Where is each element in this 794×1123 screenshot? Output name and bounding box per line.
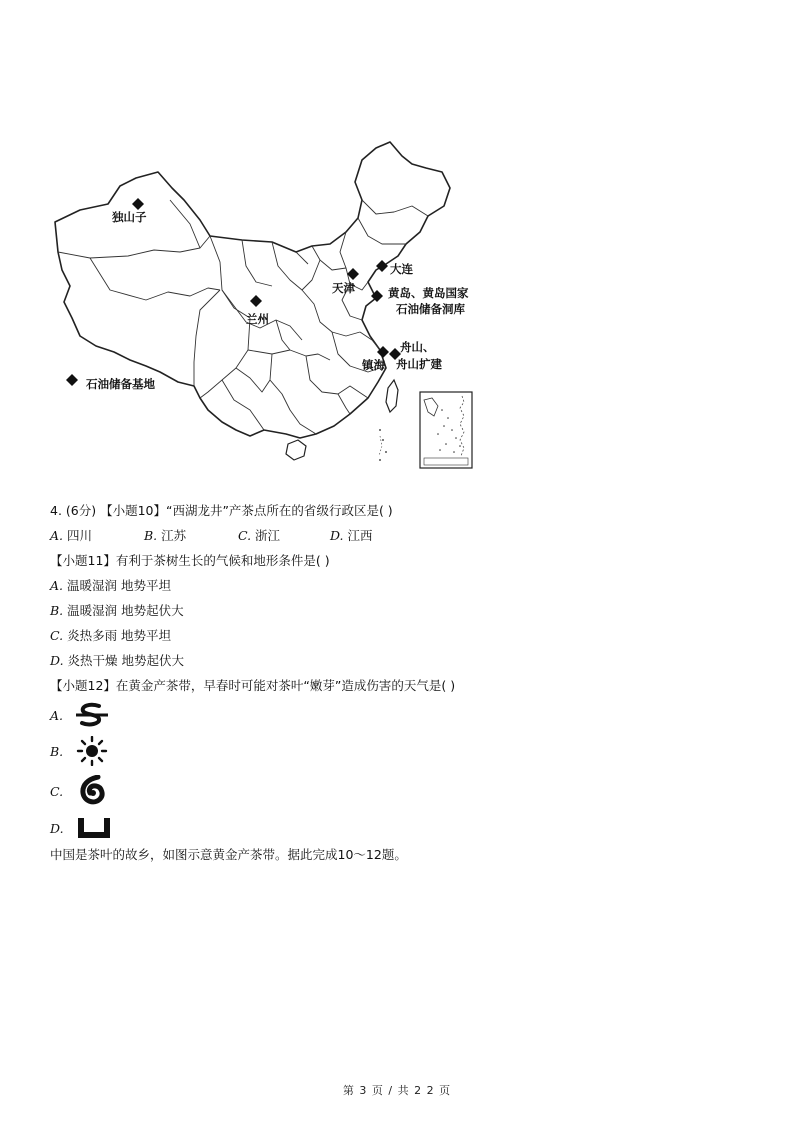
china-oil-reserve-map [50, 140, 490, 470]
label-zhoushan-1: 舟山、 [400, 340, 435, 354]
label-huangdao-1: 黄岛、黄岛国家 [388, 286, 469, 300]
q12-option-d[interactable]: D. [50, 815, 114, 841]
label-lanzhou: 兰州 [246, 312, 269, 326]
hainan-island [286, 440, 306, 460]
q11-header: 【小题11】有利于茶树生长的气候和地形条件是( ) [50, 553, 330, 568]
marker-lanzhou [250, 295, 262, 307]
sunny-icon [74, 736, 110, 766]
marker-dushanzi [132, 198, 144, 210]
label-tianjin: 天津 [332, 281, 355, 295]
legend-label: 石油储备基地 [86, 377, 155, 391]
typhoon-icon [74, 775, 110, 807]
intro-text: 中国是茶叶的故乡，如图示意黄金产茶带。据此完成10～12题。 [50, 847, 407, 862]
marker-dalian [376, 260, 388, 272]
legend-marker [66, 374, 78, 386]
q12-option-b[interactable]: B. [50, 738, 110, 764]
q4-options [50, 528, 373, 544]
label-dushanzi: 独山子 [112, 210, 147, 224]
cold-wave-icon [74, 816, 114, 840]
sandstorm-icon [74, 702, 110, 728]
q4-option-c[interactable]: C. 浙江 [237, 528, 281, 543]
q12-option-a[interactable]: A. [50, 702, 110, 728]
q11-option-b[interactable]: B. 温暖湿润 地势起伏大 [50, 603, 184, 618]
label-huangdao-2: 石油储备洞库 [396, 302, 465, 316]
q11-option-a[interactable]: A. 温暖湿润 地势平坦 [50, 578, 171, 593]
q11-option-d[interactable]: D. 炎热干燥 地势起伏大 [50, 653, 185, 668]
south-china-sea-inset [420, 392, 472, 468]
q4-option-a[interactable]: A. 四川 [50, 528, 93, 543]
q12-header: 【小题12】在黄金产茶带，早春时可能对茶叶“嫩芽”造成伤害的天气是( ) [50, 678, 456, 693]
q4-header: 4. (6分) 【小题10】“西湖龙井”产茶点所在的省级行政区是( ) [50, 503, 393, 518]
q12-option-c[interactable]: C. [50, 778, 110, 804]
label-zhoushan-2: 舟山扩建 [396, 357, 442, 371]
q4-option-d[interactable]: D. 江西 [329, 528, 373, 543]
q4-option-b[interactable]: B. 江苏 [143, 528, 187, 543]
label-zhenhai: 镇海 [362, 358, 385, 372]
taiwan-island [386, 380, 398, 412]
label-dalian: 大连 [390, 262, 413, 276]
page-footer: 第 3 页 / 共 2 2 页 [342, 1084, 452, 1097]
q11-option-c[interactable]: C. 炎热多雨 地势平坦 [50, 628, 172, 643]
